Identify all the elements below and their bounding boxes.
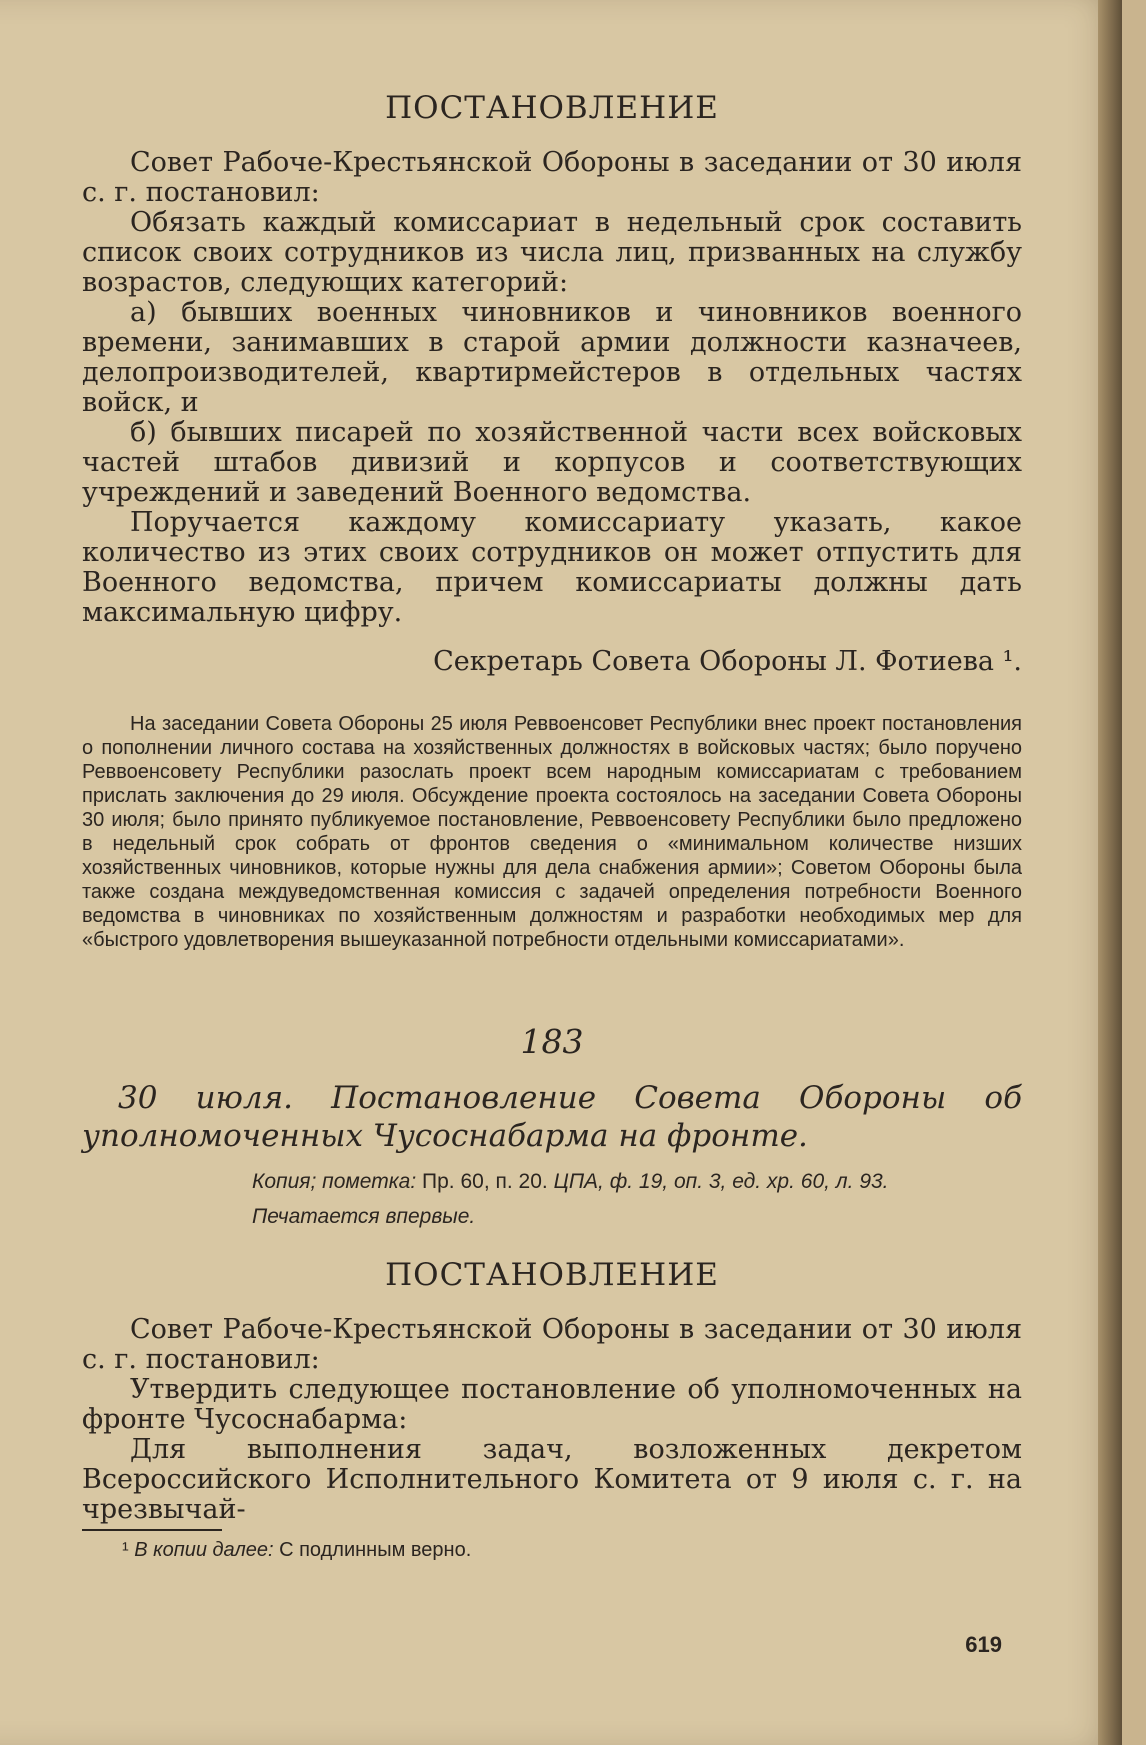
- source-line: [252, 1169, 1022, 1194]
- decree-heading-2: ПОСТАНОВЛЕНИЕ: [385, 1257, 719, 1293]
- page-edge: [1098, 0, 1122, 1745]
- paragraph: б) бывших писарей по хозяйственной части всех войсковых частей штабов дивизий и корпусов и соответствующих учреждений и заведений Военного ведомства.: [82, 417, 1022, 508]
- document-number: 183: [520, 1022, 584, 1061]
- paragraph: Совет Рабоче-Крестьянской Обороны в заседании от 30 июля с. г. постановил:: [82, 147, 1022, 208]
- footnote: [82, 1539, 1022, 1562]
- paragraph: Утвердить следующее постановление об уполномоченных на фронте Чусоснабарма:: [82, 1374, 1022, 1435]
- paragraph: Поручается каждому комиссариату указать, какое количество из этих своих сотрудников он может отпустить для Военного ведомства, причем комиссариаты должны дать максимальную цифру.: [82, 507, 1022, 628]
- document-title: 30 июля. Постановление Совета Обороны об уполномоченных Чусоснабарма на фронте.: [82, 1080, 1022, 1154]
- editorial-note: На заседании Совета Обороны 25 июля Реввоенсовет Республики внес проект постановления о пополнении личного состава на хозяйственных должностях в войсковых частях; было поручено Реввоенсовету Республики разослать проект всем народным комиссариатам с требованием прислать заключения до 29 июля. Обсуждение проекта состоялось на заседании Совета Обороны 30 июля; было принято публикуемое постановление, Реввоенсовету Республики было предложено в недельный срок собрать от фронтов сведения о «минимальном количестве низших хозяйственных чиновников, которые нужны для дела снабжения армии»; Советом Обороны была также создана междуведомственная комиссия с задачей определения потребности Военного ведомства в чиновниках по хозяйственным должностям и разработки необходимых мер для «быстрого удовлетворения вышеуказанной потребности отдельными комиссариатами».: [82, 713, 1022, 951]
- page-number: 619: [965, 1632, 1002, 1657]
- publication-note: Печатается впервые.: [252, 1205, 476, 1228]
- footnote-text: С подлинным верно.: [273, 1539, 472, 1561]
- source-note: [252, 1169, 1022, 1229]
- footnote-mark: ¹: [122, 1539, 129, 1561]
- footnote-rule: [82, 1529, 222, 1531]
- archive-ref: ЦПА, ф. 19, оп. 3, ед. хр. 60, л. 93.: [553, 1170, 889, 1193]
- decree-heading: ПОСТАНОВЛЕНИЕ: [385, 90, 719, 126]
- paragraph: Обязать каждый комиссариат в недельный срок составить список своих сотрудников из числа лиц, призванных на службу возрастов, следующих категорий:: [82, 207, 1022, 298]
- source-mark: Пр. 60, п. 20.: [416, 1170, 554, 1193]
- paragraph: Совет Рабоче-Крестьянской Обороны в заседании от 30 июля с. г. постановил:: [82, 1314, 1022, 1375]
- page-content: [82, 90, 1022, 1562]
- source-type: Копия; пометка:: [252, 1170, 417, 1193]
- signature: Секретарь Совета Обороны Л. Фотиева ¹.: [433, 646, 1022, 677]
- footnote-italic: В копии далее:: [134, 1539, 274, 1561]
- paragraph: Для выполнения задач, возложенных декретом Всероссийского Исполнительного Комитета от 9 июля с. г. на чрезвычай-: [82, 1434, 1022, 1525]
- paragraph: а) бывших военных чиновников и чиновников военного времени, занимавших в старой армии должности казначеев, делопроизводителей, квартирмейстеров в отдельных частях войск, и: [82, 297, 1022, 418]
